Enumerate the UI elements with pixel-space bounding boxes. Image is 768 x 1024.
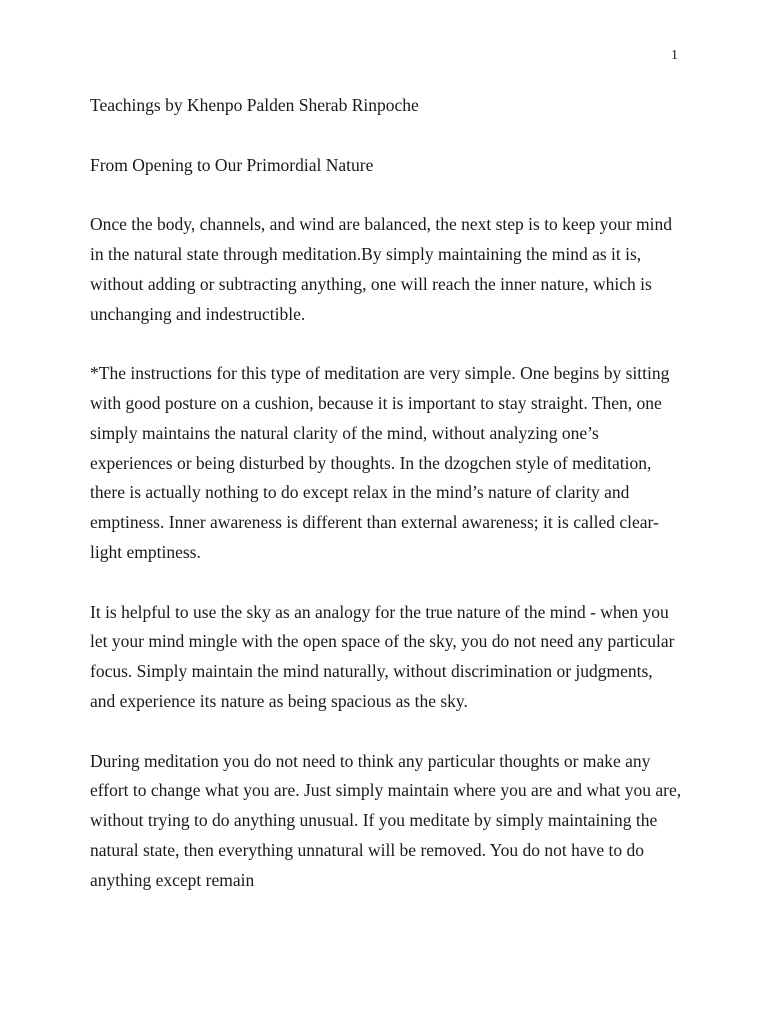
document-title: Teachings by Khenpo Palden Sherab Rinpoche xyxy=(90,95,419,115)
paragraph: It is helpful to use the sky as an analogy for the true nature of the mind - when you let your mind mingle with the open space of the sky, you do not need any particular focus. Simply maintain the mind naturally, without discrimination or judgments, and experience its nature as being spacious as the sky. xyxy=(90,601,675,711)
paragraph: Once the body, channels, and wind are balanced, the next step is to keep your mind in the natural state through meditation.By simply maintaining the mind as it is, without adding or subtracting anything, one will reach the inner nature, which is unchanging and indestructible. xyxy=(90,214,673,324)
document-body xyxy=(90,91,682,925)
paragraph: During meditation you do not need to think any particular thoughts or make any effort to change what you are. Just simply maintain where you are and what you are, without trying to do anything unusual. If you meditate by simply maintaining the natural state, then everything unnatural will be removed. You do not have to do anything except remain xyxy=(90,750,682,890)
page-number: 1 xyxy=(671,48,678,63)
paragraph: *The instructions for this type of meditation are very simple. One begins by sitting with good posture on a cushion, because it is important to stay straight. Then, one simply maintains the natural clarity of the mind, without analyzing one’s experiences or being disturbed by thoughts. In the dzogchen style of meditation, there is actually nothing to do except relax in the mind’s nature of clarity and emptiness. Inner awareness is different than external awareness; it is called clear-light emptiness. xyxy=(90,363,670,562)
document-subtitle: From Opening to Our Primordial Nature xyxy=(90,154,374,175)
